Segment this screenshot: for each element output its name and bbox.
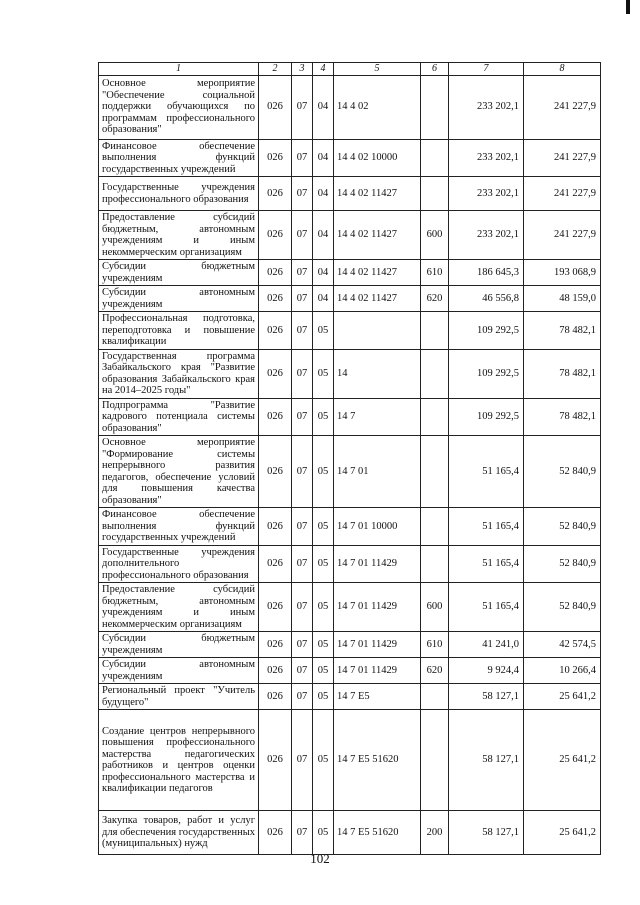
cell-subsection: 04	[313, 75, 334, 139]
cell-type: 610	[421, 632, 449, 658]
cell-target: 14 7 01 10000	[334, 508, 421, 546]
cell-section: 07	[292, 260, 313, 286]
table-row	[99, 177, 601, 211]
cell-target: 14 7 01 11429	[334, 583, 421, 632]
cell-section: 07	[292, 211, 313, 260]
cell-sum2: 78 482,1	[524, 398, 601, 436]
table-row	[99, 349, 601, 398]
cell-subsection: 05	[313, 710, 334, 811]
cell-sum2: 52 840,9	[524, 436, 601, 508]
cell-target	[334, 312, 421, 350]
cell-sum2: 25 641,2	[524, 684, 601, 710]
cell-admin: 026	[259, 710, 292, 811]
table-row	[99, 75, 601, 139]
cell-name: Государственные учреждения профессионального образования	[99, 177, 259, 211]
cell-section: 07	[292, 545, 313, 583]
cell-target: 14 4 02 11427	[334, 260, 421, 286]
cell-admin: 026	[259, 436, 292, 508]
cell-type	[421, 312, 449, 350]
cell-target: 14 7 E5 51620	[334, 710, 421, 811]
cell-sum2: 241 227,9	[524, 75, 601, 139]
header-col-type: 6	[421, 63, 449, 76]
table-row	[99, 398, 601, 436]
cell-section: 07	[292, 286, 313, 312]
cell-admin: 026	[259, 658, 292, 684]
cell-type	[421, 398, 449, 436]
cell-name: Основное мероприятие "Формирование системы непрерывного развития педагогов, обеспечение условий для повышения качества образования"	[99, 436, 259, 508]
cell-sum1: 58 127,1	[449, 811, 524, 855]
cell-sum1: 46 556,8	[449, 286, 524, 312]
cell-subsection: 05	[313, 811, 334, 855]
cell-section: 07	[292, 139, 313, 177]
cell-subsection: 04	[313, 286, 334, 312]
cell-name: Государственная программа Забайкальского края "Развитие образования Забайкальского края на 2014–2025 годы"	[99, 349, 259, 398]
cell-type	[421, 139, 449, 177]
cell-target: 14 7 01 11429	[334, 545, 421, 583]
cell-name: Субсидии автономным учреждениям	[99, 286, 259, 312]
cell-name: Субсидии бюджетным учреждениям	[99, 260, 259, 286]
cell-sum1: 58 127,1	[449, 710, 524, 811]
cell-section: 07	[292, 436, 313, 508]
cell-type	[421, 177, 449, 211]
cell-type	[421, 710, 449, 811]
cell-section: 07	[292, 710, 313, 811]
table-row	[99, 684, 601, 710]
cell-type	[421, 349, 449, 398]
cell-target: 14 4 02 11427	[334, 177, 421, 211]
cell-sum1: 233 202,1	[449, 211, 524, 260]
cell-sum1: 186 645,3	[449, 260, 524, 286]
cell-admin: 026	[259, 508, 292, 546]
table-row	[99, 583, 601, 632]
cell-sum1: 51 165,4	[449, 583, 524, 632]
cell-sum1: 109 292,5	[449, 349, 524, 398]
cell-section: 07	[292, 349, 313, 398]
cell-sum1: 51 165,4	[449, 545, 524, 583]
cell-target: 14 4 02 10000	[334, 139, 421, 177]
cell-sum1: 51 165,4	[449, 508, 524, 546]
cell-section: 07	[292, 684, 313, 710]
cell-admin: 026	[259, 260, 292, 286]
table-row	[99, 312, 601, 350]
table-row	[99, 658, 601, 684]
cell-admin: 026	[259, 583, 292, 632]
cell-type: 610	[421, 260, 449, 286]
cell-subsection: 04	[313, 211, 334, 260]
cell-section: 07	[292, 312, 313, 350]
cell-name: Финансовое обеспечение выполнения функций государственных учреждений	[99, 139, 259, 177]
cell-sum2: 78 482,1	[524, 349, 601, 398]
cell-target: 14 4 02	[334, 75, 421, 139]
cell-target: 14 7 E5	[334, 684, 421, 710]
cell-sum2: 25 641,2	[524, 811, 601, 855]
cell-subsection: 05	[313, 508, 334, 546]
cell-type: 620	[421, 286, 449, 312]
cell-type: 600	[421, 583, 449, 632]
cell-admin: 026	[259, 632, 292, 658]
cell-sum2: 10 266,4	[524, 658, 601, 684]
table-row	[99, 139, 601, 177]
cell-target: 14 4 02 11427	[334, 286, 421, 312]
cell-target: 14 7 E5 51620	[334, 811, 421, 855]
table-row	[99, 632, 601, 658]
cell-sum2: 42 574,5	[524, 632, 601, 658]
cell-name: Подпрограмма "Развитие кадрового потенциала системы образования"	[99, 398, 259, 436]
cell-admin: 026	[259, 349, 292, 398]
cell-name: Субсидии бюджетным учреждениям	[99, 632, 259, 658]
header-row	[99, 63, 601, 76]
cell-sum2: 78 482,1	[524, 312, 601, 350]
cell-subsection: 05	[313, 684, 334, 710]
cell-type	[421, 75, 449, 139]
cell-name: Государственные учреждения дополнительного профессионального образования	[99, 545, 259, 583]
page-number: 102	[310, 851, 330, 866]
table-row	[99, 211, 601, 260]
cell-admin: 026	[259, 286, 292, 312]
cell-subsection: 04	[313, 260, 334, 286]
table-row	[99, 286, 601, 312]
cell-name: Закупка товаров, работ и услуг для обеспечения государственных (муниципальных) нужд	[99, 811, 259, 855]
cell-subsection: 05	[313, 312, 334, 350]
cell-sum2: 25 641,2	[524, 710, 601, 811]
header-col-admin: 2	[259, 63, 292, 76]
cell-sum1: 9 924,4	[449, 658, 524, 684]
cell-section: 07	[292, 177, 313, 211]
cell-admin: 026	[259, 75, 292, 139]
cell-target: 14 4 02 11427	[334, 211, 421, 260]
cell-sum2: 52 840,9	[524, 583, 601, 632]
cell-admin: 026	[259, 312, 292, 350]
cell-admin: 026	[259, 177, 292, 211]
cell-section: 07	[292, 508, 313, 546]
header-col-sum2: 8	[524, 63, 601, 76]
cell-type	[421, 684, 449, 710]
cell-section: 07	[292, 632, 313, 658]
cell-section: 07	[292, 75, 313, 139]
table-row	[99, 545, 601, 583]
cell-name: Создание центров непрерывного повышения профессионального мастерства педагогических работников и центров оценки профессионального мастерства и квалификации педагогов	[99, 710, 259, 811]
cell-subsection: 05	[313, 545, 334, 583]
header-col-sum1: 7	[449, 63, 524, 76]
cell-subsection: 05	[313, 398, 334, 436]
cell-subsection: 05	[313, 436, 334, 508]
cell-subsection: 05	[313, 349, 334, 398]
cell-section: 07	[292, 811, 313, 855]
budget-table	[98, 62, 601, 855]
cell-type: 620	[421, 658, 449, 684]
cell-type	[421, 545, 449, 583]
cell-section: 07	[292, 658, 313, 684]
cell-subsection: 04	[313, 177, 334, 211]
cell-sum2: 241 227,9	[524, 139, 601, 177]
cell-sum1: 233 202,1	[449, 139, 524, 177]
cell-type	[421, 436, 449, 508]
cell-name: Основное мероприятие "Обеспечение социальной поддержки обучающихся по программам профессионального образования"	[99, 75, 259, 139]
cell-target: 14	[334, 349, 421, 398]
header-col-target: 5	[334, 63, 421, 76]
page-edge-mark	[626, 0, 630, 14]
cell-sum1: 233 202,1	[449, 75, 524, 139]
table-body	[99, 75, 601, 855]
header-col-name: 1	[99, 63, 259, 76]
table-row	[99, 436, 601, 508]
cell-subsection: 05	[313, 658, 334, 684]
cell-name: Предоставление субсидий бюджетным, автономным учреждениям и иным некоммерческим организациям	[99, 583, 259, 632]
cell-section: 07	[292, 398, 313, 436]
table-row	[99, 508, 601, 546]
cell-sum1: 41 241,0	[449, 632, 524, 658]
cell-type: 600	[421, 211, 449, 260]
cell-sum1: 51 165,4	[449, 436, 524, 508]
cell-type	[421, 508, 449, 546]
cell-target: 14 7	[334, 398, 421, 436]
cell-target: 14 7 01 11429	[334, 658, 421, 684]
table-header	[99, 63, 601, 76]
table-row	[99, 710, 601, 811]
cell-sum2: 48 159,0	[524, 286, 601, 312]
cell-subsection: 04	[313, 139, 334, 177]
cell-name: Профессиональная подготовка, переподготовка и повышение квалификации	[99, 312, 259, 350]
cell-sum1: 233 202,1	[449, 177, 524, 211]
table-row	[99, 811, 601, 855]
cell-target: 14 7 01 11429	[334, 632, 421, 658]
cell-admin: 026	[259, 684, 292, 710]
cell-target: 14 7 01	[334, 436, 421, 508]
cell-admin: 026	[259, 811, 292, 855]
cell-subsection: 05	[313, 583, 334, 632]
cell-sum2: 241 227,9	[524, 177, 601, 211]
cell-name: Субсидии автономным учреждениям	[99, 658, 259, 684]
cell-name: Предоставление субсидий бюджетным, автономным учреждениям и иным некоммерческим организациям	[99, 211, 259, 260]
cell-subsection: 05	[313, 632, 334, 658]
cell-section: 07	[292, 583, 313, 632]
cell-admin: 026	[259, 211, 292, 260]
cell-sum1: 58 127,1	[449, 684, 524, 710]
cell-sum2: 193 068,9	[524, 260, 601, 286]
cell-sum2: 241 227,9	[524, 211, 601, 260]
cell-sum2: 52 840,9	[524, 508, 601, 546]
cell-admin: 026	[259, 139, 292, 177]
header-col-subsection: 4	[313, 63, 334, 76]
cell-sum1: 109 292,5	[449, 312, 524, 350]
cell-sum1: 109 292,5	[449, 398, 524, 436]
cell-admin: 026	[259, 545, 292, 583]
cell-admin: 026	[259, 398, 292, 436]
header-col-section: 3	[292, 63, 313, 76]
table-row	[99, 260, 601, 286]
cell-type: 200	[421, 811, 449, 855]
cell-name: Финансовое обеспечение выполнения функций государственных учреждений	[99, 508, 259, 546]
cell-sum2: 52 840,9	[524, 545, 601, 583]
cell-name: Региональный проект "Учитель будущего"	[99, 684, 259, 710]
